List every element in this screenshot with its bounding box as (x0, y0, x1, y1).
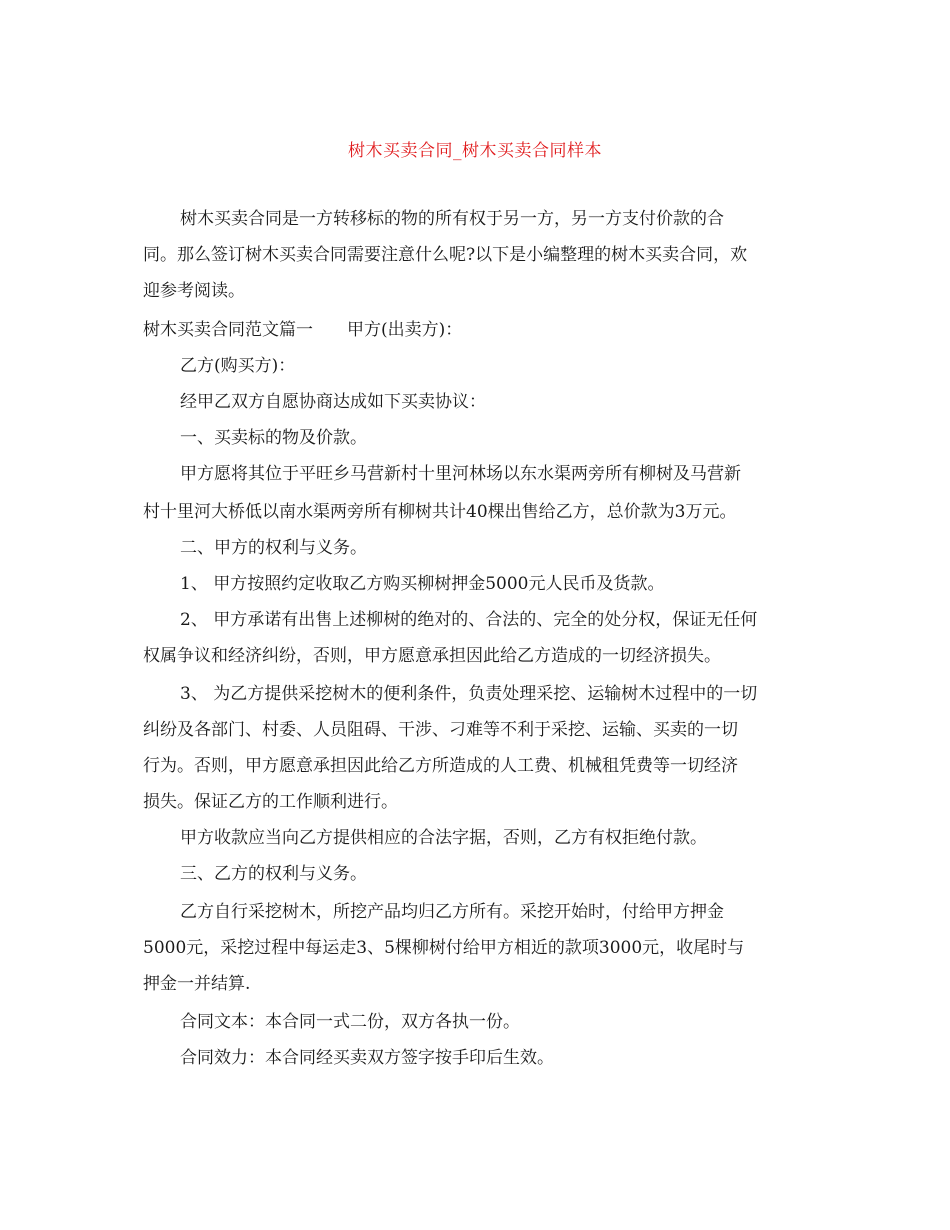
paragraph-line: 2、 甲方承诺有出售上述柳树的绝对的、合法的、完全的处分权，保证无任何 (180, 610, 758, 630)
paragraph-line: 权属争议和经济纠纷，否则，甲方愿意承担因此给乙方造成的一切经济损失。 (143, 646, 721, 666)
paragraph-line: 甲方收款应当向乙方提供相应的合法字据，否则，乙方有权拒绝付款。 (180, 828, 707, 848)
clause-heading: 三、乙方的权利与义务。 (180, 864, 367, 884)
paragraph-line: 纠纷及各部门、村委、人员阻碍、干涉、刁难等不利于采挖、运输、买卖的一切 (143, 720, 738, 740)
paragraph-line: 甲方愿将其位于平旺乡马营新村十里河林场以东水渠两旁所有柳树及马营新 (180, 464, 741, 484)
paragraph-line: 合同文本：本合同一式二份，双方各执一份。 (180, 1012, 520, 1032)
clause-heading: 一、买卖标的物及价款。 (180, 428, 367, 448)
section-heading-line: 树木买卖合同范文篇一 甲方(出卖方)： (143, 320, 463, 340)
document-title: 树木买卖合同_树木买卖合同样本 (348, 141, 602, 161)
paragraph-line: 5000元，采挖过程中每运走3、5棵柳树付给甲方相近的款项3000元，收尾时与 (143, 938, 745, 958)
paragraph-line: 3、 为乙方提供采挖树木的便利条件，负责处理采挖、运输树木过程中的一切 (180, 684, 758, 704)
clause-heading: 二、甲方的权利与义务。 (180, 538, 367, 558)
paragraph-line: 树木买卖合同是一方转移标的物的所有权于另一方，另一方支付价款的合 (180, 209, 724, 229)
paragraph-line: 行为。否则，甲方愿意承担因此给乙方所造成的人工费、机械租凭费等一切经济 (143, 756, 738, 776)
paragraph-line: 合同效力：本合同经买卖双方签字按手印后生效。 (180, 1048, 554, 1068)
paragraph-line: 1、 甲方按照约定收取乙方购买柳树押金5000元人民币及货款。 (180, 574, 665, 594)
paragraph-line: 损失。保证乙方的工作顺利进行。 (143, 792, 398, 812)
paragraph-line: 经甲乙双方自愿协商达成如下买卖协议： (180, 392, 486, 412)
paragraph-line: 村十里河大桥低以南水渠两旁所有柳树共计40棵出售给乙方，总价款为3万元。 (143, 502, 737, 522)
paragraph-line: 押金一并结算. (143, 974, 251, 994)
paragraph-line: 迎参考阅读。 (143, 281, 245, 301)
paragraph-line: 乙方(购买方)： (180, 356, 296, 376)
paragraph-line: 乙方自行采挖树木，所挖产品均归乙方所有。采挖开始时，付给甲方押金 (180, 902, 724, 922)
paragraph-line: 同。那么签订树木买卖合同需要注意什么呢?以下是小编整理的树木买卖合同，欢 (143, 245, 748, 265)
